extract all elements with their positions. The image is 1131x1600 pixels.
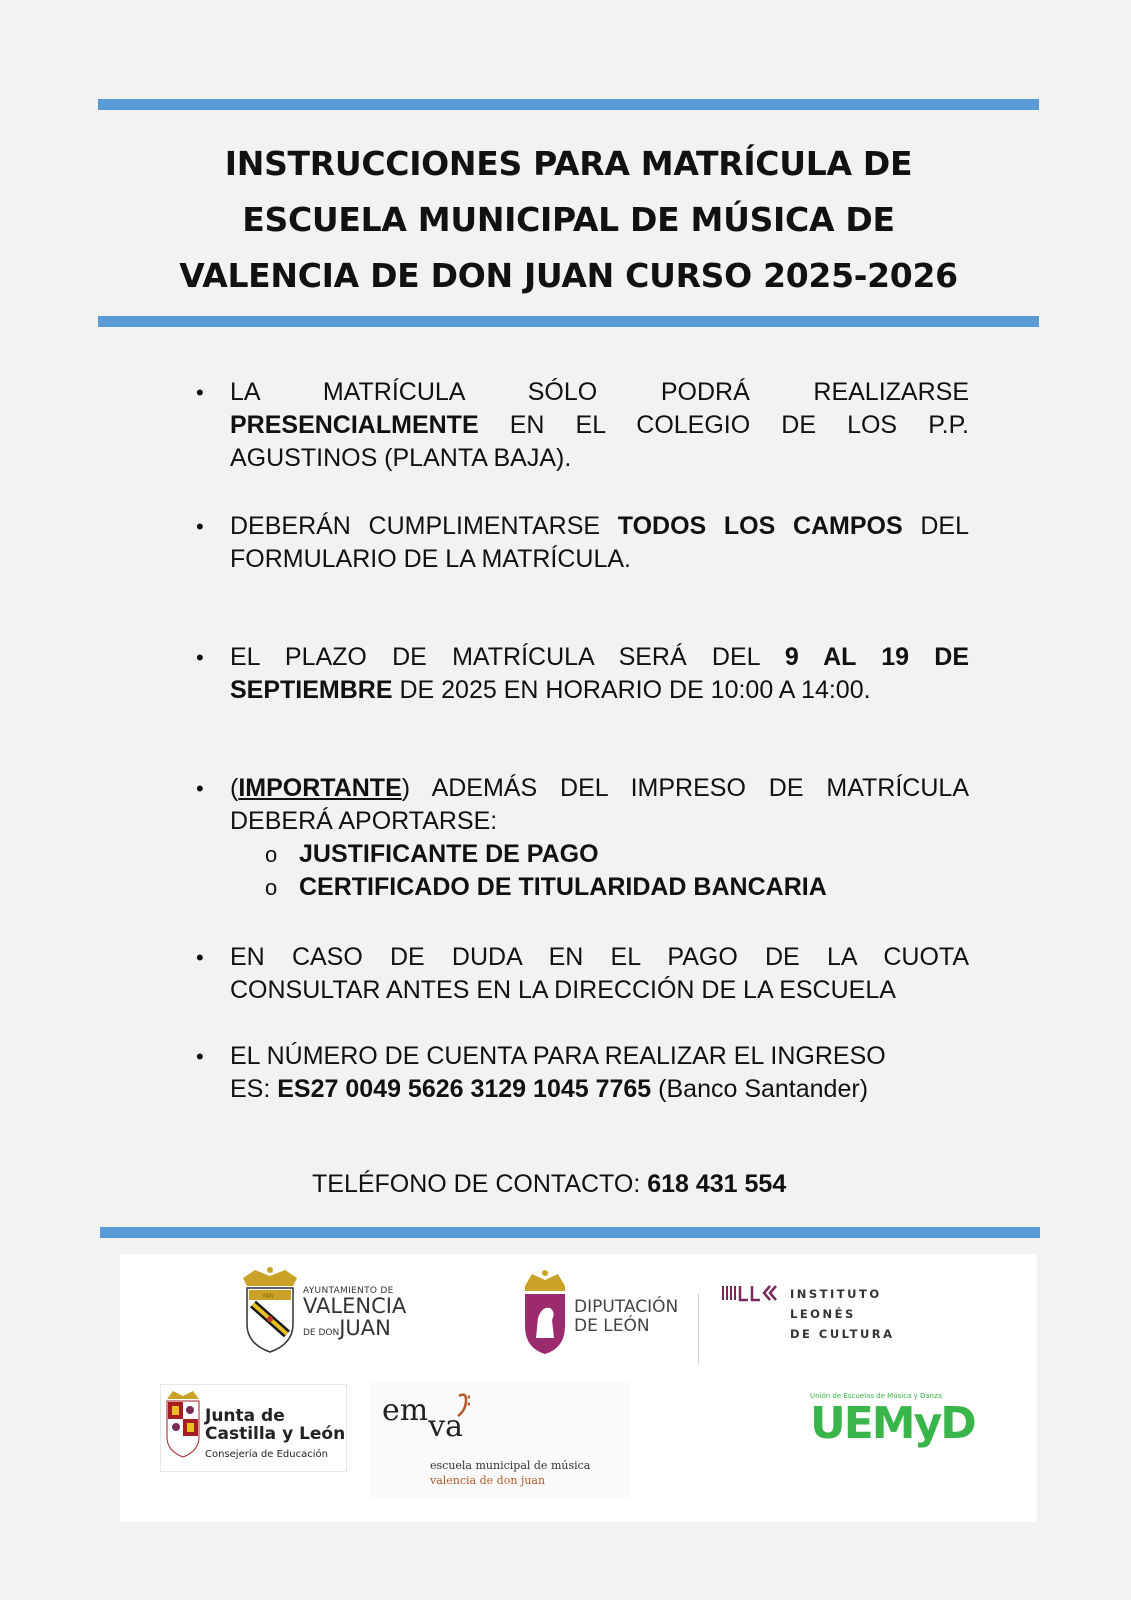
ilc-bars-icon <box>720 1282 780 1306</box>
bullet: • <box>196 945 204 970</box>
sub-item-text: JUSTIFICANTE DE PAGO <box>299 840 599 868</box>
ilc-line-3: DE CULTURA <box>790 1327 895 1341</box>
item-text: EL NÚMERO DE CUENTA PARA REALIZAR EL INGRESO <box>230 1042 886 1070</box>
top-rule <box>98 99 1039 110</box>
list-item-duda <box>196 941 969 1007</box>
bullet: • <box>196 514 204 539</box>
title-line-1: INSTRUCCIONES PARA MATRÍCULA DE <box>224 144 913 183</box>
item-text <box>230 772 969 805</box>
logo-ayuntamiento <box>235 1264 435 1354</box>
logo-ilc <box>720 1272 920 1362</box>
sub-bullet: o <box>265 875 278 900</box>
shield-text: YAN <box>262 1293 274 1300</box>
dipu-line-2: DE LEÓN <box>574 1316 650 1336</box>
ayto-de: DE DON <box>303 1328 340 1338</box>
title-line-3: VALENCIA DE DON JUAN CURSO 2025-2026 <box>179 256 958 295</box>
item-text-rest: ) ADEMÁS DEL IMPRESO DE MATRÍCULA <box>401 774 969 802</box>
sub-item-certificado <box>265 871 827 904</box>
paren-open: ( <box>230 774 239 802</box>
item-text <box>230 510 969 543</box>
contact-phone <box>312 1170 786 1199</box>
jcyl-line-2: Castilla y León <box>205 1424 346 1444</box>
contact-number: 618 431 554 <box>647 1170 787 1198</box>
list-item-campos <box>196 510 969 576</box>
item-bold: 9 AL 19 DE <box>784 643 969 671</box>
item-text: DEBERÁ APORTARSE: <box>230 807 498 835</box>
item-text-rest: EN EL COLEGIO DE LOS P.P. <box>478 411 969 439</box>
item-text <box>230 641 969 674</box>
sponsor-logos <box>120 1254 1037 1522</box>
title-line-2: ESCUELA MUNICIPAL DE MÚSICA DE <box>242 200 895 239</box>
ayto-juan: JUAN <box>339 1316 391 1340</box>
emva-line-1: escuela municipal de música <box>430 1459 591 1472</box>
item-text: CONSULTAR ANTES EN LA DIRECCIÓN DE LA ESCUELA <box>230 976 896 1004</box>
jcyl-shield-icon <box>163 1389 203 1459</box>
emva-mark-em: em <box>382 1393 429 1428</box>
list-item-plazo <box>196 641 969 707</box>
iban-number: ES27 0049 5626 3129 1045 7765 <box>277 1075 652 1103</box>
ayto-small: AYUNTAMIENTO DE <box>303 1286 394 1296</box>
item-text-es: ES: <box>230 1075 278 1103</box>
item-text: AGUSTINOS (PLANTA BAJA). <box>230 444 572 472</box>
logo-uemyd <box>810 1392 980 1472</box>
jcyl-line-3: Consejería de Educación <box>205 1449 328 1460</box>
ayuntamiento-shield-icon <box>235 1264 305 1354</box>
logo-emva <box>370 1382 630 1498</box>
bullet: • <box>196 1044 204 1069</box>
ilc-line-2: LEONÉS <box>790 1307 856 1321</box>
list-item-importante <box>196 772 969 838</box>
jcyl-line-1: Junta de <box>205 1406 285 1426</box>
item-bold: SEPTIEMBRE <box>230 676 393 704</box>
emva-mark-va: va <box>428 1409 464 1444</box>
item-bold: TODOS LOS CAMPOS <box>617 512 903 540</box>
logo-divider <box>698 1294 699 1364</box>
uemyd-big: UEMyD <box>810 1398 975 1449</box>
bullet: • <box>196 380 204 405</box>
dipu-line-1: DIPUTACIÓN <box>574 1297 679 1317</box>
item-text-a: EL PLAZO DE MATRÍCULA SERÁ DEL <box>230 643 785 671</box>
item-text: EN CASO DE DUDA EN EL PAGO DE LA CUOTA <box>230 943 969 971</box>
title-bottom-rule <box>98 316 1039 327</box>
emva-line-2: valencia de don juan <box>430 1474 546 1487</box>
sub-item-justificante <box>265 838 599 871</box>
sub-item-text: CERTIFICADO DE TITULARIDAD BANCARIA <box>299 873 827 901</box>
bullet: • <box>196 776 204 801</box>
item-text <box>230 1073 969 1106</box>
uemyd-small: Unión de Escuelas de Música y Danza <box>810 1392 943 1400</box>
item-bold: PRESENCIALMENTE <box>230 411 479 439</box>
logo-diputacion <box>520 1268 700 1358</box>
item-text-b: DE 2025 EN HORARIO DE 10:00 A 14:00. <box>392 676 871 704</box>
contact-label: TELÉFONO DE CONTACTO: <box>312 1170 648 1198</box>
important-label: IMPORTANTE <box>238 774 402 802</box>
logo-jcyl <box>160 1384 347 1472</box>
page-title <box>98 136 1039 304</box>
sub-bullet: o <box>265 842 278 867</box>
list-item-presencial <box>196 376 969 475</box>
bass-clef-icon <box>456 1390 470 1420</box>
item-text-b: DEL <box>902 512 970 540</box>
list-item-cuenta <box>196 1040 969 1106</box>
item-text <box>230 409 969 442</box>
diputacion-crown-lion-icon <box>520 1268 570 1356</box>
ayto-valencia: VALENCIA <box>303 1294 407 1318</box>
bullet: • <box>196 645 204 670</box>
item-text <box>230 674 969 707</box>
item-text-a: DEBERÁN CUMPLIMENTARSE <box>230 512 618 540</box>
item-text: LA MATRÍCULA SÓLO PODRÁ REALIZARSE <box>230 378 969 406</box>
item-text: FORMULARIO DE LA MATRÍCULA. <box>230 545 631 573</box>
bottom-rule <box>100 1227 1040 1238</box>
ilc-line-1: INSTITUTO <box>790 1287 882 1301</box>
bank-name: (Banco Santander) <box>651 1075 869 1103</box>
